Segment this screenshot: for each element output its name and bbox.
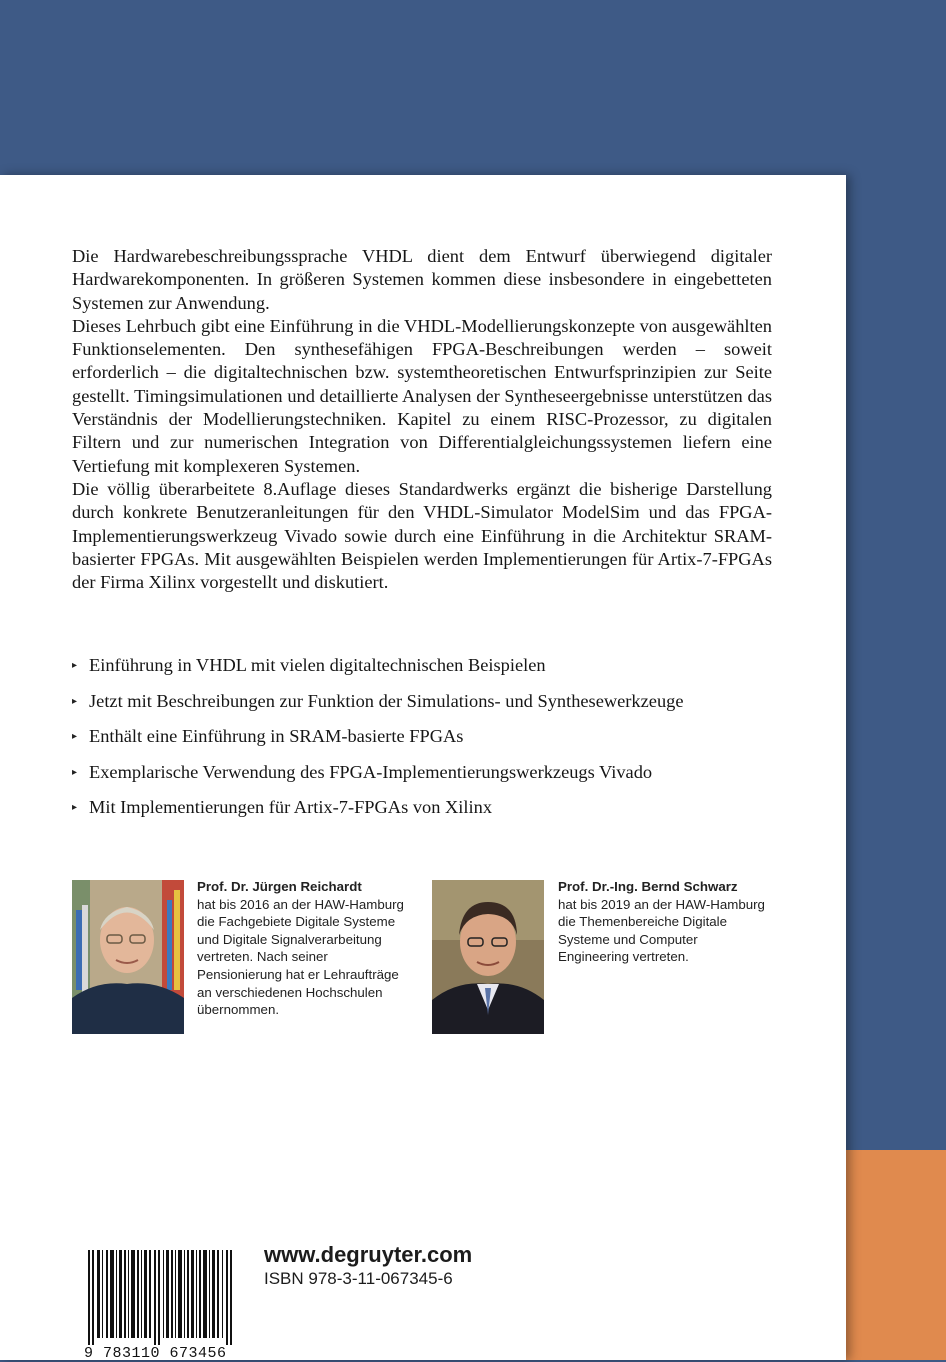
cover-accent-band <box>846 1150 946 1360</box>
bullet-icon: ▸ <box>72 660 78 671</box>
author-photo-reichardt <box>72 880 184 1034</box>
feature-text: Mit Implementierungen für Artix-7-FPGAs von Xilinx <box>89 797 493 817</box>
isbn-number: ISBN 978-3-11-067345-6 <box>264 1269 453 1288</box>
barcode-number: 9 783110 673456 <box>84 1345 227 1362</box>
feature-text: Enthält eine Einführung in SRAM-basierte FPGAs <box>89 726 464 746</box>
author-bio-text: hat bis 2016 an der HAW-Hamburg die Fachgebiete Digitale Systeme und Digitale Signalverarbeitung vertreten. Nach seiner Pensionierung hat er Lehraufträge an verschiedenen Hochschulen übernommen. <box>197 896 404 1018</box>
bullet-icon: ▸ <box>72 766 78 778</box>
feature-list <box>72 655 792 833</box>
cover-top-band <box>0 0 946 175</box>
feature-item <box>72 762 792 798</box>
bullet-icon: ▸ <box>72 731 78 742</box>
author-photo-schwarz <box>432 880 544 1034</box>
feature-item <box>72 797 792 833</box>
feature-item <box>72 691 792 727</box>
book-description <box>72 245 772 594</box>
back-cover-panel <box>0 175 846 1360</box>
publisher-url[interactable]: www.degruyter.com <box>264 1242 473 1267</box>
description-paragraph: Die Hardwarebeschreibungssprache VHDL dient dem Entwurf überwiegend digitaler Hardwarekomponenten. In größeren Systemen kommen diese insbesondere in eingebetteten Systemen zur Anwendung. <box>72 246 772 313</box>
isbn-barcode <box>88 1250 233 1345</box>
feature-text: Einführung in VHDL mit vielen digitaltechnischen Beispielen <box>89 655 546 675</box>
author-bio-reichardt <box>197 878 407 1019</box>
feature-text: Exemplarische Verwendung des FPGA-Implementierungswerkzeugs Vivado <box>89 761 653 782</box>
bullet-icon: ▸ <box>72 695 78 707</box>
bullet-icon: ▸ <box>72 802 78 813</box>
author-bio-text: hat bis 2019 an der HAW-Hamburg die Themenbereiche Digitale Systeme und Computer Engineering vertreten. <box>558 896 765 965</box>
feature-item <box>72 726 792 762</box>
description-paragraph: Die völlig überarbeitete 8.Auflage dieses Standardwerks ergänzt die bisherige Darstellung durch konkrete Benutzeranleitungen für den VHDL-Simulator ModelSim und das FPGA-Implementierungswerkzeug Vivado sowie durch eine Einführung in die Architektur SRAM-basierter FPGAs. Mit ausgewählten Beispielen werden Implementierungen für Artix-7-FPGAs der Firma Xilinx vorgestellt und diskutiert. <box>72 478 772 593</box>
description-paragraph: Dieses Lehrbuch gibt eine Einführung in die VHDL-Modellierungskonzepte von ausgewählten Funktionselementen. Den synthesefähigen FPGA-Beschreibungen werden – soweit erforderlich – die digitaltechnischen bzw. systemtheoretischen Entwurfsprinzipien zur Seite gestellt. Timingsimulationen und detaillierte Analysen der Syntheseergebnisse unterstützen das Verständnis der Modellierungstechniken. Kapitel zu einem RISC-Prozessor, zu digitalen Filtern und zur numerischen Integration von Differentialgleichungssystemen liefern eine Vertiefung mit komplexeren Systemen. <box>72 315 772 476</box>
author-bio-schwarz <box>558 878 768 966</box>
author-name: Prof. Dr.-Ing. Bernd Schwarz <box>558 879 738 894</box>
feature-text: Jetzt mit Beschreibungen zur Funktion der Simulations- und Synthesewerkzeuge <box>89 690 684 711</box>
author-name: Prof. Dr. Jürgen Reichardt <box>197 879 362 894</box>
feature-item <box>72 655 792 691</box>
